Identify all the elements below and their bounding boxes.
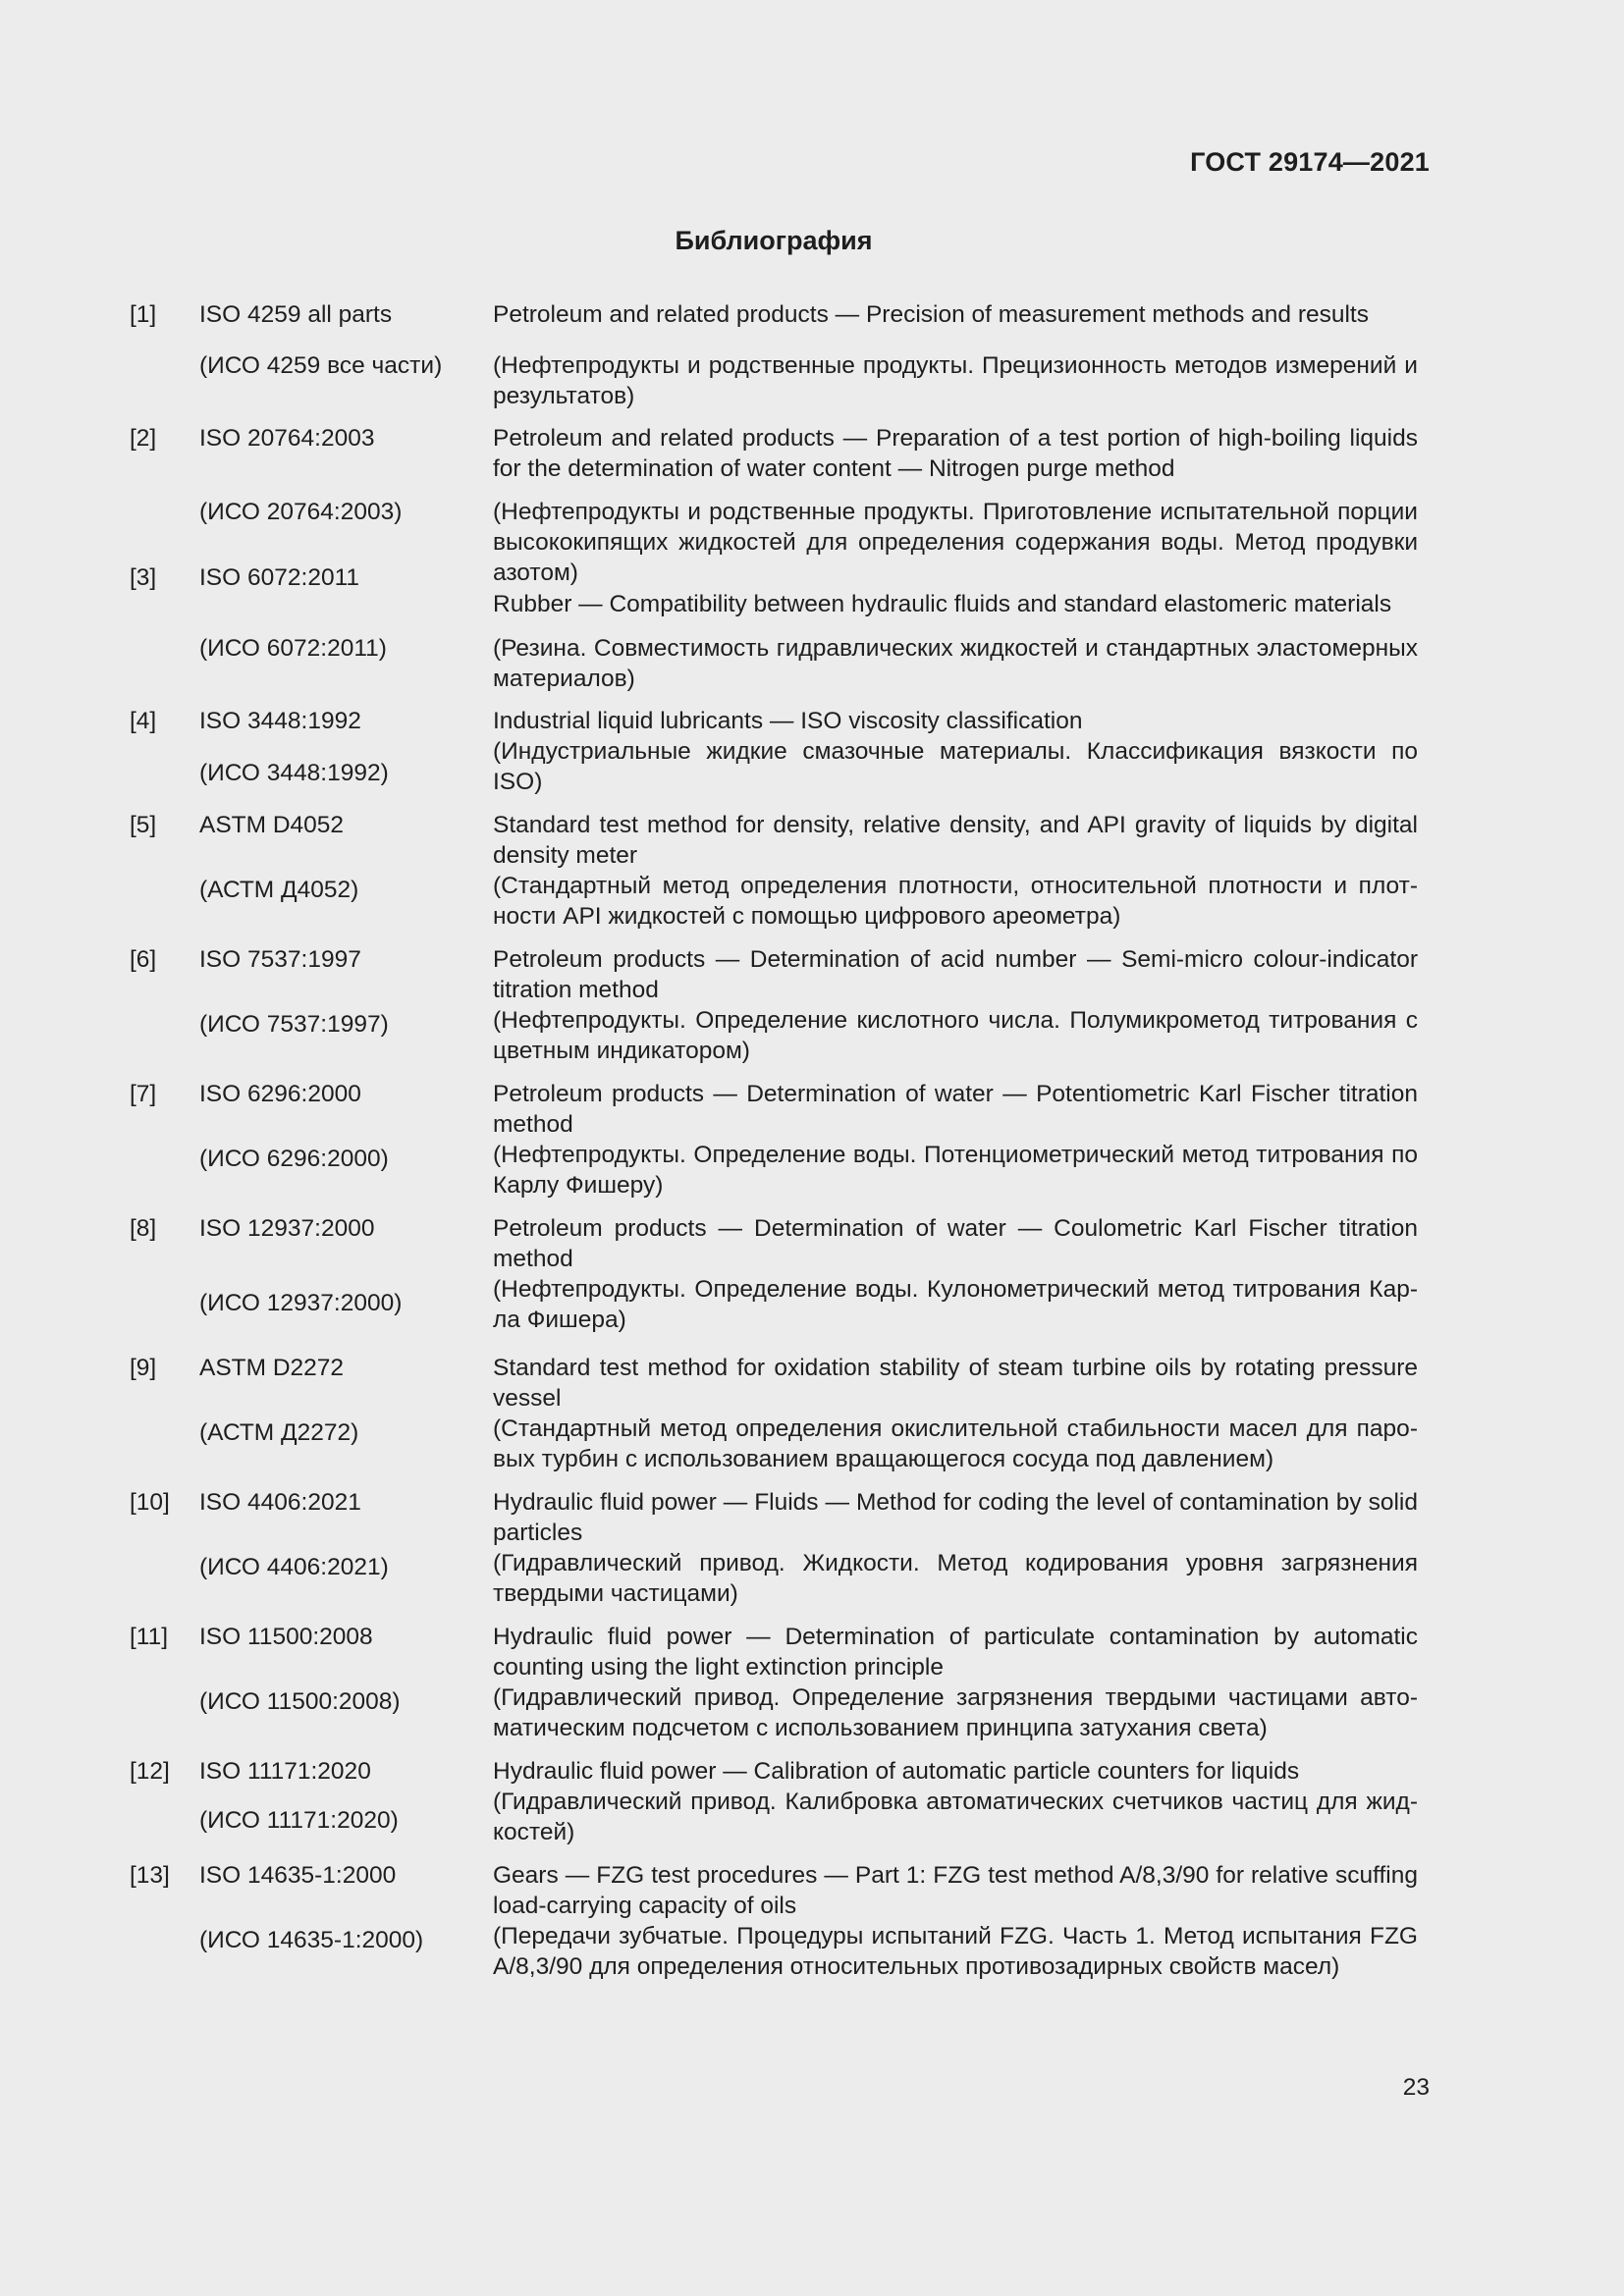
entry-number: [13] <box>130 1862 170 1889</box>
entry-number: [8] <box>130 1215 157 1242</box>
entry-code-en: ISO 6296:2000 <box>199 1081 361 1107</box>
entry-title-ru: (Нефтепродукты и родственные продукты. Прецизионность методов измерений и результатов) <box>493 352 1418 409</box>
entry-title-ru: (Нефтепродукты и родственные продукты. Приготовление испытательной порции высококипящих жидкостей для определения содержания воды. Метод продувки азотом) <box>493 499 1418 586</box>
entry-code-ru: (ИСО 4259 все части) <box>199 352 443 379</box>
bibliography-entry <box>0 1213 1624 1336</box>
entry-number: [7] <box>130 1081 157 1107</box>
entry-title-ru: (Гидравлический привод. Жидкости. Метод кодирования уровня загрязнения твердыми частицами) <box>493 1550 1418 1607</box>
entry-code-en: ISO 11171:2020 <box>199 1758 371 1785</box>
entry-description <box>493 1079 1418 1201</box>
entry-title-ru: (Нефтепродукты. Определение воды. Кулонометрический метод титрования Карла Фишера) <box>493 1276 1418 1333</box>
bibliography-entry <box>0 1756 1624 1848</box>
entry-code-en: ISO 4406:2021 <box>199 1489 361 1516</box>
entry-code-ru: (ИСО 14635-1:2000) <box>199 1927 424 1953</box>
bibliography-entry <box>0 1353 1624 1475</box>
entry-code-ru: (ИСО 6296:2000) <box>199 1146 389 1172</box>
entry-description <box>493 1487 1418 1609</box>
entry-code-ru: (ИСО 4406:2021) <box>199 1554 389 1580</box>
entry-number: [6] <box>130 946 157 973</box>
entry-description <box>493 1622 1418 1743</box>
entry-code-en: ISO 7537:1997 <box>199 946 361 973</box>
entry-title-ru: (Индустриальные жидкие смазочные материалы. Классификация вязкости по ISO) <box>493 738 1418 795</box>
entry-code-en: ISO 12937:2000 <box>199 1215 375 1242</box>
bibliography-entry <box>0 299 1624 407</box>
entry-code-en: ISO 11500:2008 <box>199 1624 373 1650</box>
entry-title-ru: (Передачи зубчатые. Процедуры испытаний FZG. Часть 1. Метод испытания FZG A/8,3/90 для определения относительных противозадирных свойств масел) <box>493 1923 1418 1980</box>
entry-title-en: Hydraulic fluid power — Fluids — Method for coding the level of contamination by solid particles <box>493 1489 1418 1546</box>
bibliography-entry <box>0 810 1624 933</box>
bibliography-entry <box>0 1622 1624 1744</box>
entry-description <box>493 706 1418 797</box>
entry-code-en: ISO 14635-1:2000 <box>199 1862 397 1889</box>
entry-number: [3] <box>130 564 157 591</box>
entry-description <box>493 1860 1418 1982</box>
bibliography-entry <box>0 1079 1624 1201</box>
entry-code-ru: (ИСО 7537:1997) <box>199 1011 389 1038</box>
entry-title-en: Standard test method for density, relative density, and API gravity of liquids by digital density meter <box>493 812 1418 869</box>
entry-title-en: Petroleum products — Determination of water — Potentiometric Karl Fischer titration method <box>493 1081 1418 1138</box>
entry-code-ru: (ИСО 3448:1992) <box>199 760 389 786</box>
bibliography-entry <box>0 1860 1624 1983</box>
entry-description <box>493 1756 1418 1847</box>
bibliography-entry <box>0 706 1624 794</box>
entry-number: [9] <box>130 1355 157 1381</box>
entry-description <box>493 944 1418 1066</box>
entry-title-en: Hydraulic fluid power — Determination of particulate contamination by automatic counting using the light extinction principle <box>493 1624 1418 1681</box>
entry-number: [12] <box>130 1758 170 1785</box>
entry-code-ru: (ИСО 11500:2008) <box>199 1688 401 1715</box>
section-title: Библиография <box>675 226 873 255</box>
entry-number: [2] <box>130 425 157 452</box>
entry-code-en: ISO 6072:2011 <box>199 564 360 591</box>
entry-code-en: ISO 20764:2003 <box>199 425 375 452</box>
entry-title-en: Rubber — Compatibility between hydraulic fluids and standard elastomeric materials <box>493 591 1392 617</box>
entry-code-en: ASTM D2272 <box>199 1355 345 1381</box>
entry-description <box>493 299 1418 411</box>
entry-description <box>493 589 1418 694</box>
entry-title-ru: (Гидравлический привод. Определение загрязнения твердыми частицами автоматическим подсчетом с использованием принципа затухания света) <box>493 1684 1418 1741</box>
entry-code-ru: (АСТМ Д2272) <box>199 1419 359 1446</box>
entry-title-en: Petroleum and related products — Precision of measurement methods and results <box>493 301 1369 328</box>
entry-title-en: Petroleum and related products — Preparation of a test portion of high-boiling liquids for the determination of water content — Nitrogen purge method <box>493 425 1418 482</box>
entry-title-en: Petroleum products — Determination of acid number — Semi-micro colour-indicator titration method <box>493 946 1418 1003</box>
entry-code-ru: (ИСО 12937:2000) <box>199 1290 403 1316</box>
entry-code-ru: (АСТМ Д4052) <box>199 877 359 903</box>
entry-title-ru: (Стандартный метод определения окислительной стабильности масел для паровых турбин с использованием вращающегося сосуда под давлением) <box>493 1415 1418 1472</box>
entry-description <box>493 810 1418 932</box>
entry-code-ru: (ИСО 6072:2011) <box>199 635 387 662</box>
bibliography-entry <box>0 944 1624 1067</box>
entry-description <box>493 1213 1418 1335</box>
bibliography-entry <box>0 562 1624 690</box>
entry-code-ru: (ИСО 11171:2020) <box>199 1807 399 1834</box>
entry-number: [5] <box>130 812 157 838</box>
entry-title-ru: (Гидравлический привод. Калибровка автоматических счетчиков частиц для жидкостей) <box>493 1789 1418 1845</box>
entry-number: [11] <box>130 1624 169 1650</box>
entry-title-en: Hydraulic fluid power — Calibration of automatic particle counters for liquids <box>493 1758 1300 1785</box>
entry-title-en: Petroleum products — Determination of water — Coulometric Karl Fischer titration method <box>493 1215 1418 1272</box>
entry-title-en: Gears — FZG test procedures — Part 1: FZG test method A/8,3/90 for relative scuffing load-carrying capacity of oils <box>493 1862 1418 1919</box>
entry-description <box>493 1353 1418 1474</box>
entry-code-en: ASTM D4052 <box>199 812 345 838</box>
entry-code-ru: (ИСО 20764:2003) <box>199 499 403 525</box>
entry-title-ru: (Нефтепродукты. Определение воды. Потенциометрический метод титрования по Карлу Фишеру) <box>493 1142 1418 1199</box>
entry-title-en: Industrial liquid lubricants — ISO viscosity classification <box>493 708 1083 734</box>
entry-title-en: Standard test method for oxidation stability of steam turbine oils by rotating pressure vessel <box>493 1355 1418 1412</box>
entry-number: [4] <box>130 708 157 734</box>
bibliography-entry <box>0 1487 1624 1610</box>
entry-title-ru: (Резина. Совместимость гидравлических жидкостей и стандартных эластомерных материалов) <box>493 635 1418 692</box>
entry-number: [1] <box>130 301 157 328</box>
entry-number: [10] <box>130 1489 170 1516</box>
entry-code-en: ISO 4259 all parts <box>199 301 393 328</box>
entry-title-ru: (Нефтепродукты. Определение кислотного числа. Полумикрометод титрования с цветным индикатором) <box>493 1007 1418 1064</box>
entry-code-en: ISO 3448:1992 <box>199 708 361 734</box>
entry-title-ru: (Стандартный метод определения плотности, относительной плотности и плотности API жидкостей с помощью цифрового ареометра) <box>493 873 1418 930</box>
document-code: ГОСТ 29174—2021 <box>1190 147 1430 177</box>
page-number: 23 <box>1402 2074 1430 2101</box>
